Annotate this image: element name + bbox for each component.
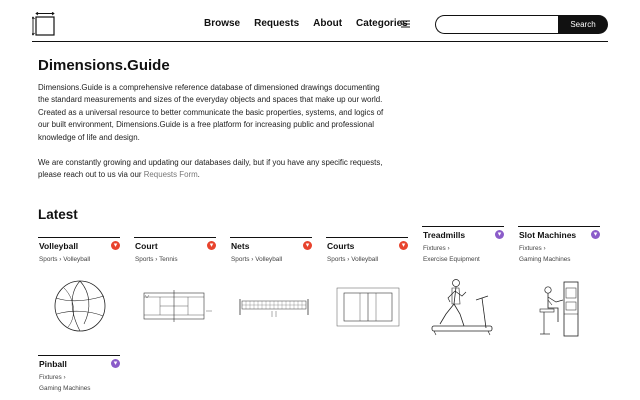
crumb-category[interactable]: Fixtures [519,245,542,252]
card-breadcrumb [39,372,123,394]
chevron-down-icon[interactable]: ▾ [111,241,120,250]
nav-requests[interactable]: Requests [254,18,300,29]
search-button[interactable]: Search [558,15,608,34]
hamburger-menu-icon[interactable] [401,20,410,28]
crumb-subcategory[interactable]: Gaming Machines [519,256,571,263]
crumb-separator: › [251,256,254,263]
site-header [0,0,640,46]
card-title[interactable]: Slot Machines [519,230,577,240]
card-divider [38,237,120,238]
requests-text-end: . [197,170,200,180]
requests-paragraph [38,157,388,182]
chevron-down-icon[interactable]: ▾ [399,241,408,250]
crumb-separator: › [543,245,546,252]
crumb-category[interactable]: Sports [231,256,250,263]
card-title[interactable]: Volleyball [39,241,79,251]
crumb-separator: › [347,256,350,263]
volleyball-net-drawing-icon[interactable] [238,295,310,319]
search-form [435,15,608,34]
crumb-category[interactable]: Fixtures [39,374,62,381]
chevron-down-icon[interactable]: ▾ [591,230,600,239]
crumb-separator: › [59,256,62,263]
card-breadcrumb [135,254,219,265]
crumb-subcategory[interactable]: Tennis [159,256,178,263]
treadmill-drawing-icon[interactable] [430,278,496,338]
card-divider [134,237,216,238]
crumb-category[interactable]: Sports [327,256,346,263]
card-breadcrumb [231,254,315,265]
card-title[interactable]: Court [135,241,158,251]
crumb-category[interactable]: Sports [39,256,58,263]
card-breadcrumb [519,243,603,265]
card-title[interactable]: Nets [231,241,250,251]
nav-categories[interactable]: Categories [356,18,408,29]
card-title[interactable]: Treadmills [423,230,466,240]
search-input[interactable] [435,15,559,34]
tennis-court-drawing-icon[interactable] [140,289,216,323]
card-divider [518,226,600,227]
chevron-down-icon[interactable]: ▾ [495,230,504,239]
intro-paragraph: Dimensions.Guide is a comprehensive reference database of dimensioned drawings documenting the standard measurements and sizes of the everyday objects and spaces that make up our world. Created as a universal resource to better communicate the basic properties, systems, and logics of our built environment, Dimensions.Guide is a free platform for increasing public and professional knowledge of life and design. [38,83,384,142]
chevron-down-icon[interactable]: ▾ [303,241,312,250]
volleyball-court-drawing-icon[interactable] [336,287,400,327]
crumb-subcategory[interactable]: Exercise Equipment [423,256,480,263]
crumb-category[interactable]: Fixtures [423,245,446,252]
card-divider [230,237,312,238]
volleyball-drawing-icon[interactable] [54,280,106,332]
requests-form-link[interactable]: Requests Form [143,170,198,180]
card-title[interactable]: Pinball [39,359,67,369]
chevron-down-icon[interactable]: ▾ [207,241,216,250]
card-breadcrumb [327,254,411,265]
card-breadcrumb [39,254,123,265]
dimensions-logo-icon[interactable] [32,12,56,36]
crumb-category[interactable]: Sports [135,256,154,263]
card-title[interactable]: Courts [327,241,355,251]
card-divider [326,237,408,238]
chevron-down-icon[interactable]: ▾ [111,359,120,368]
crumb-subcategory[interactable]: Gaming Machines [39,385,91,392]
crumb-separator: › [63,374,66,381]
card-divider [422,226,504,227]
crumb-separator: › [155,256,158,263]
crumb-subcategory[interactable]: Volleyball [351,256,379,263]
page-title: Dimensions.Guide [38,57,170,74]
nav-about[interactable]: About [313,18,343,29]
card-divider [38,355,120,356]
slot-machine-drawing-icon[interactable] [536,278,586,338]
nav-browse[interactable]: Browse [204,18,241,29]
latest-heading: Latest [38,207,78,222]
crumb-separator: › [447,245,450,252]
card-breadcrumb [423,243,507,265]
crumb-subcategory[interactable]: Volleyball [63,256,91,263]
header-divider [32,41,608,42]
main-nav [204,18,422,29]
requests-text: We are constantly growing and updating our databases daily, but if you have any specific requests, please reach out to us via our [38,158,383,180]
crumb-subcategory[interactable]: Volleyball [255,256,283,263]
